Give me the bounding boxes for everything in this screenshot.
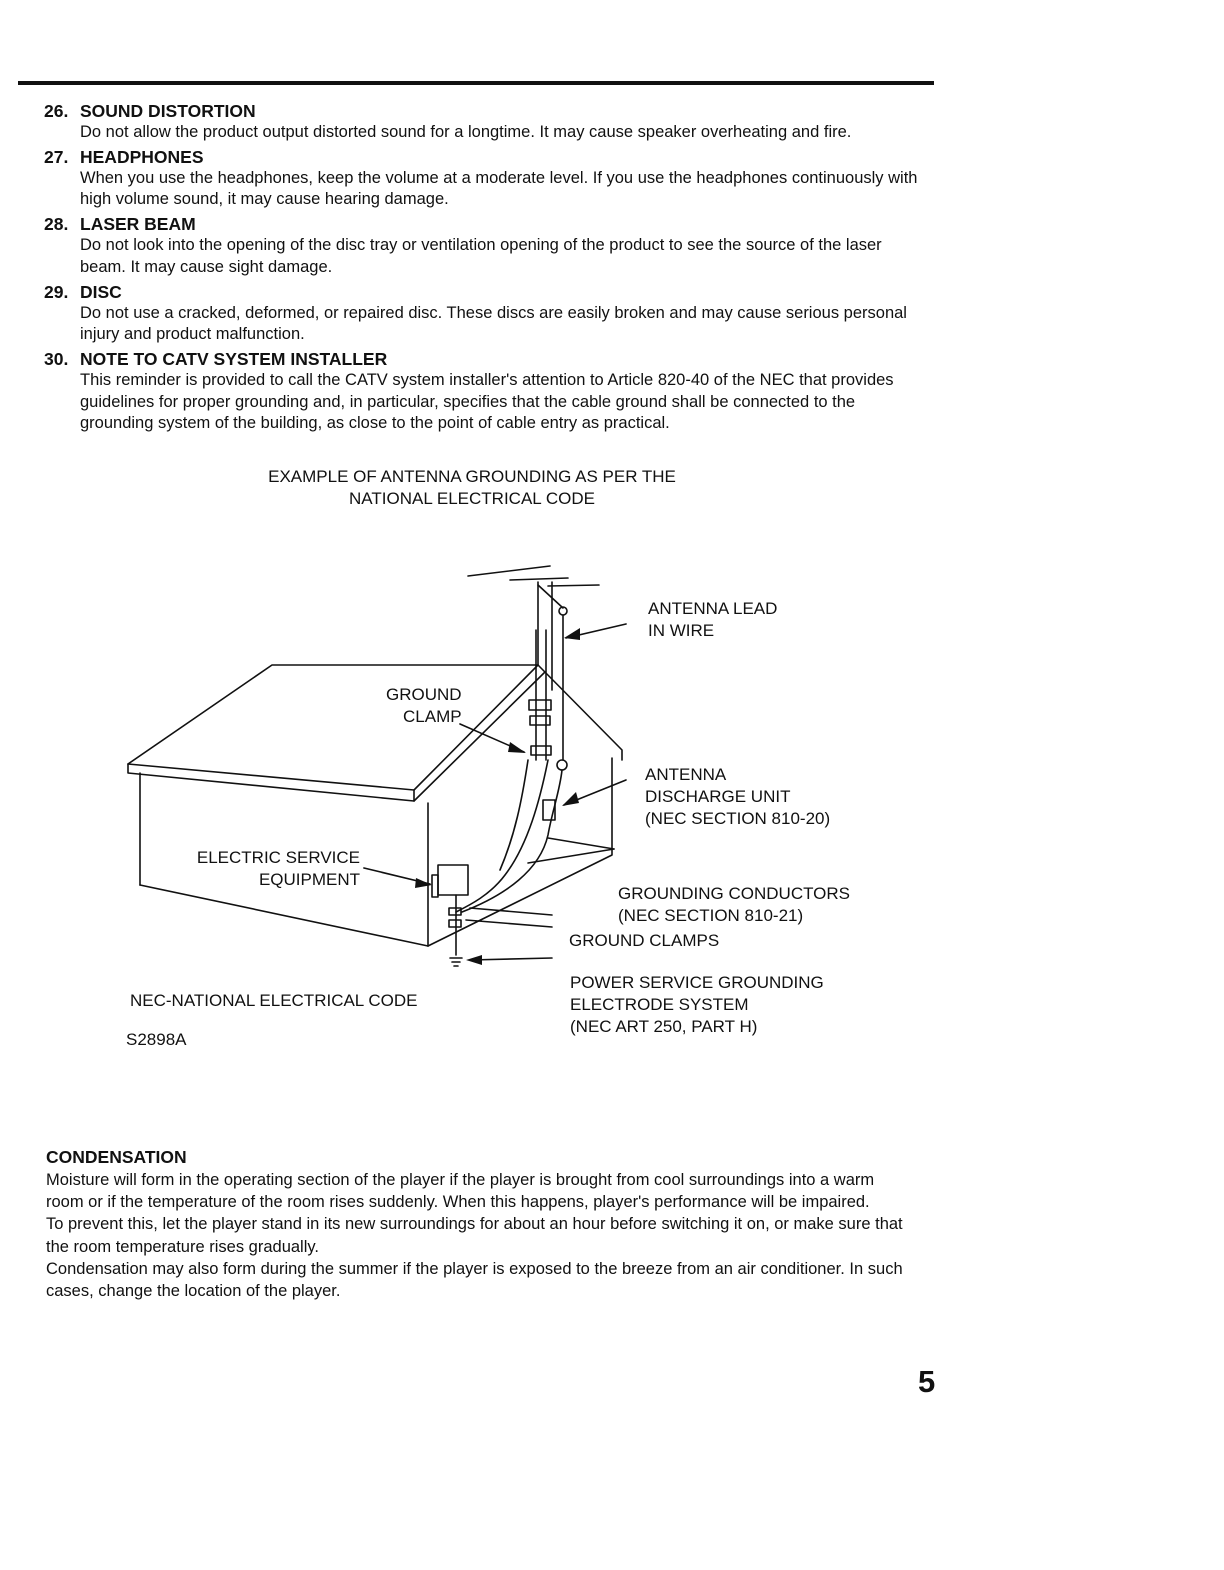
discharge-unit-label: ANTENNA DISCHARGE UNIT (NEC SECTION 810-20): [645, 765, 831, 828]
item-text: This reminder is provided to call the CATV system installer's attention to Article 820-40 of the NEC that provides guidelines for proper grounding and, in particular, specifies that the cable ground shall be connected to the grounding system of the building, as close to the point of cable entry as practical.: [80, 370, 894, 433]
grounding-conductors-label: GROUNDING CONDUCTORS (NEC SECTION 810-21): [618, 884, 851, 925]
mast-drawing: [529, 630, 551, 760]
safety-items-list: [44, 100, 924, 437]
item-number: 27.: [44, 146, 69, 167]
list-item: [44, 281, 924, 346]
item-text: Do not look into the opening of the disc tray or ventilation opening of the product to see the source of the laser beam. It may cause sight damage.: [80, 236, 882, 276]
nec-note: NEC-NATIONAL ELECTRICAL CODE: [130, 991, 418, 1010]
item-text: When you use the headphones, keep the volume at a moderate level. If you use the headphones continuously with high volume sound, it may cause hearing damage.: [80, 168, 918, 209]
list-item: [44, 348, 924, 435]
condensation-paragraph: Moisture will form in the operating section of the player if the player is brought from cool surroundings into a warm room or if the temperature of the room rises suddenly. When this happens, player's performance will be impaired.: [46, 1171, 875, 1212]
item-number: 30.: [44, 348, 69, 369]
list-item: [44, 100, 924, 144]
top-rule: [18, 81, 934, 85]
electric-service-box: [432, 865, 468, 966]
antenna-lead-label: ANTENNA LEAD IN WIRE: [648, 599, 778, 640]
item-number: 26.: [44, 101, 69, 121]
list-item: [44, 213, 924, 278]
ground-clamp-label: GROUND CLAMP: [386, 685, 462, 726]
power-service-label: POWER SERVICE GROUNDING ELECTRODE SYSTEM (NEC ART 250, PART H): [570, 973, 824, 1036]
lead-in-wire: [456, 760, 562, 912]
list-item: [44, 146, 924, 211]
condensation-title: CONDENSATION: [46, 1147, 187, 1167]
item-text: Do not use a cracked, deformed, or repaired disc. These discs are easily broken and may cause serious personal injury and product malfunction.: [80, 303, 907, 344]
house-drawing: [128, 665, 622, 946]
electric-service-label: ELECTRIC SERVICE EQUIPMENT: [196, 848, 360, 889]
item-title: SOUND DISTORTION: [80, 101, 256, 121]
item-number: 29.: [44, 281, 69, 302]
ground-clamps-label: GROUND CLAMPS: [569, 931, 720, 950]
arrowheads: [415, 628, 580, 965]
figure-code: S2898A: [126, 1030, 187, 1049]
condensation-paragraph: To prevent this, let the player stand in its new surroundings for about an hour before switching it on, or make sure that the room temperature rises gradually.: [46, 1215, 903, 1256]
item-title: DISC: [80, 281, 122, 302]
leader-lines: [364, 624, 626, 960]
condensation-paragraph: Condensation may also form during the summer if the player is exposed to the breeze from an air conditioner. In such cases, change the location of the player.: [46, 1259, 903, 1301]
item-number: 28.: [44, 214, 69, 235]
antenna-drawing: [468, 566, 599, 770]
item-title: LASER BEAM: [80, 214, 196, 235]
item-title: NOTE TO CATV SYSTEM INSTALLER: [80, 348, 388, 369]
item-text: Do not allow the product output distorted sound for a longtime. It may cause speaker overheating and fire.: [80, 123, 852, 141]
page-number: 5: [918, 1364, 936, 1399]
figure-title: EXAMPLE OF ANTENNA GROUNDING AS PER THE NATIONAL ELECTRICAL CODE: [268, 467, 676, 508]
item-title: HEADPHONES: [80, 146, 204, 167]
condensation-section: [46, 1146, 906, 1302]
